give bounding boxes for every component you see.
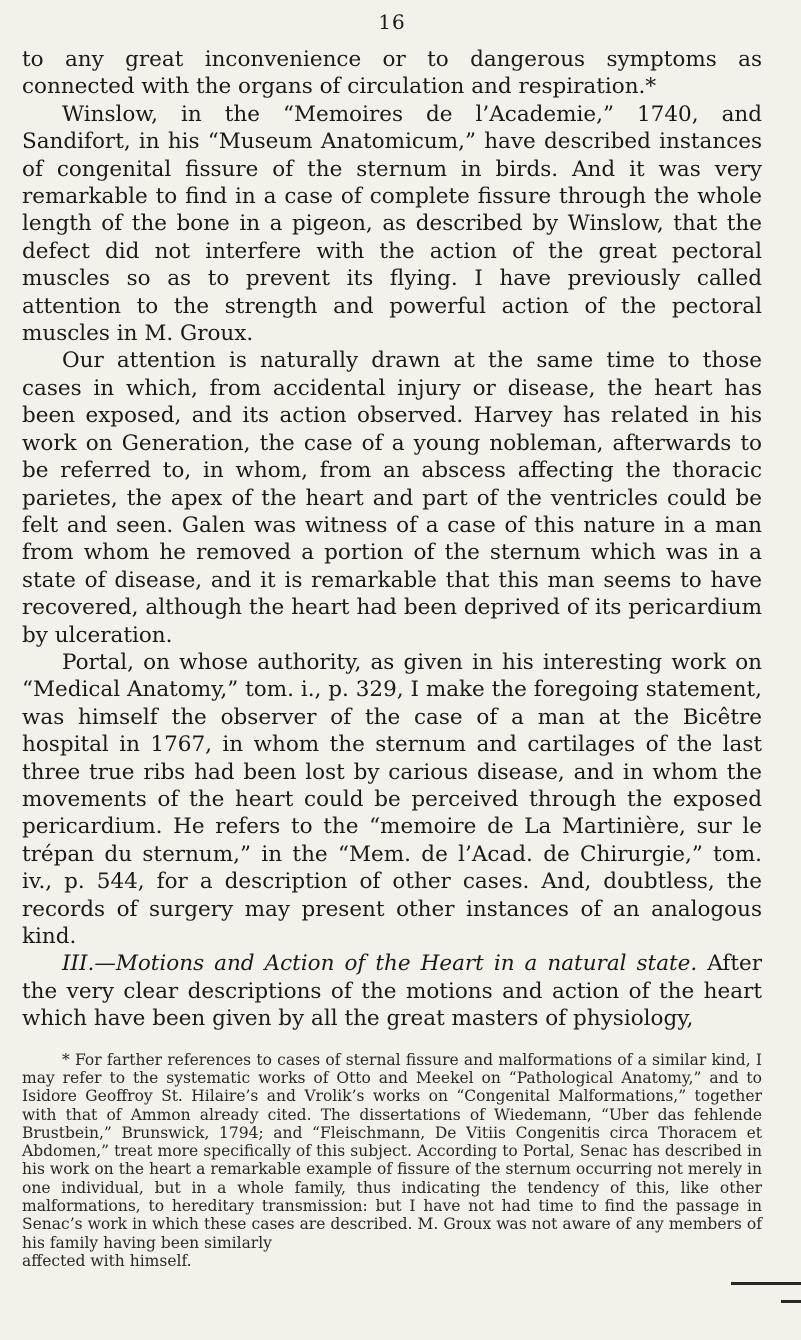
page-number: 16 — [378, 10, 406, 34]
paragraph-portal: Portal, on whose authority, as given in his interesting work on “Medical Anatomy,” tom. i., p. 329, I make the foregoing statement, was himself the observer of the case of a man at the Bicêtre hospital in 1767, in whom the sternum and cartilages of the last three true ribs had been lost by carious disease, and in whom the movements of the heart could be perceived through the exposed pericardium. He refers to the “memoire de La Martinière, sur le trépan du sternum,” in the “Mem. de l’Acad. de Chirurgie,” tom. iv., p. 544, for a description of other cases. And, doubtless, the records of surgery may present other instances of an analogous kind. — [22, 649, 762, 949]
section-three-text: After the very clear descriptions of the motions and action of the heart which have been given by all the great masters of physiology, — [22, 951, 762, 1032]
page-edge-mark-small — [781, 1300, 801, 1303]
section-heading: III.—Motions and Action of the Heart in a natural state. — [62, 951, 698, 977]
paragraph-winslow: Winslow, in the “Memoires de l’Academie,” 1740, and Sandifort, in his “Museum Anatomicum,” have described instances of congenital fissure of the sternum in birds. And it was very remarkable to find in a case of complete fissure through the whole length of the bone in a pigeon, as described by Winslow, that the defect did not interfere with the action of the great pectoral muscles so as to prevent its flying. I have previously called attention to the strength and powerful action of the pectoral muscles in M. Groux. — [22, 101, 762, 347]
page-edge-mark — [731, 1282, 801, 1285]
paragraph-continuation: to any great inconvenience or to dangerous symptoms as connected with the organs of circulation and respiration.* — [22, 47, 762, 100]
document-page — [22, 10, 762, 1270]
footnote-spacer — [22, 1033, 762, 1051]
paragraph-section-three — [22, 950, 762, 1032]
footnote-tail: affected with himself. — [22, 1251, 192, 1270]
paragraph-exposed-heart: Our attention is naturally drawn at the same time to those cases in which, from accidental injury or disease, the heart has been exposed, and its action observed. Harvey has related in his work on Generation, the case of a young nobleman, afterwards to be referred to, in whom, from an abscess affecting the thoracic parietes, the apex of the heart and part of the ventricles could be felt and seen. Galen was witness of a case of this nature in a man from whom he removed a portion of the sternum which was in a state of disease, and it is remarkable that this man seems to have recovered, although the heart had been deprived of its pericardium by ulceration. — [22, 348, 762, 648]
footnote: * For farther references to cases of sternal fissure and malformations of a similar kind, I may refer to the systematic works of Otto and Meekel on “Pathological Anatomy,” and to Isidore Geoffroy St. Hilaire’s and Vrolik’s works on “Congenital Malformations,” together with that of Ammon already cited. The dissertations of Wiedemann, “Uber das fehlende Brustbein,” Brunswick, 1794; and “Fleischmann, De Vitiis Congenitis circa Thoracem et Abdomen,” treat more specifically of this subject. According to Portal, Senac has described in his work on the heart a remarkable example of fissure of the sternum occurring not merely in one individual, but in a whole family, thus indicating the tendency of this, like other malformations, to hereditary transmission: but I have not had time to find the passage in Senac’s work in which these cases are described. M. Groux was not aware of any members of his family having been similarly — [22, 1050, 762, 1252]
